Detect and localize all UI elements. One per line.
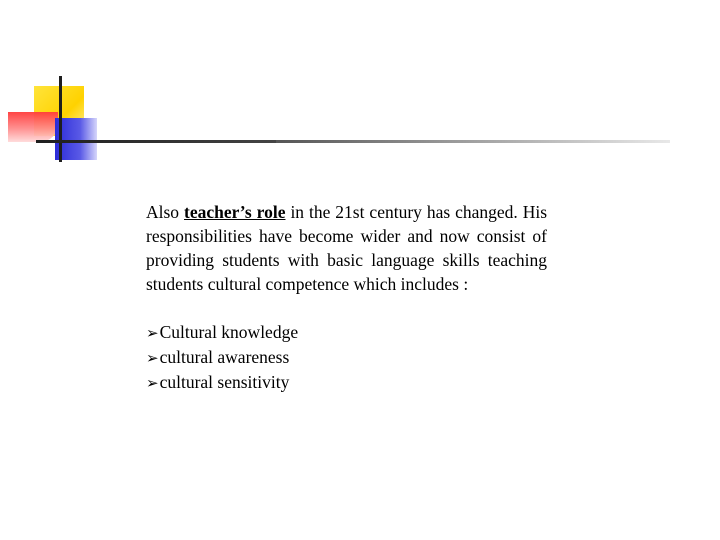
competence-list: [146, 320, 547, 395]
list-item-label: cultural awareness: [159, 347, 290, 367]
list-item-label: cultural sensitivity: [159, 372, 290, 392]
para-rest: in the 21st century has changed. His responsibilities have become wider and now consist of providing students with basic language skills teaching students cultural competence which includes :: [146, 202, 548, 294]
title-rule-fade: [276, 140, 670, 143]
list-item: [146, 370, 547, 395]
para-lead: Also: [146, 202, 180, 222]
arrow-bullet-icon: ➢: [146, 374, 159, 392]
arrow-bullet-icon: ➢: [146, 324, 159, 342]
teachers-role-emphasis: teacher’s role: [184, 202, 286, 222]
body-paragraph: [146, 200, 547, 296]
arrow-bullet-icon: ➢: [146, 349, 159, 367]
list-item: [146, 345, 547, 370]
slide-body: [146, 200, 547, 413]
logo-red-block: [8, 112, 58, 142]
list-item: [146, 320, 547, 345]
title-rule-dark: [36, 140, 276, 143]
list-item-label: Cultural knowledge: [159, 322, 299, 342]
logo-vertical-line: [59, 76, 62, 162]
